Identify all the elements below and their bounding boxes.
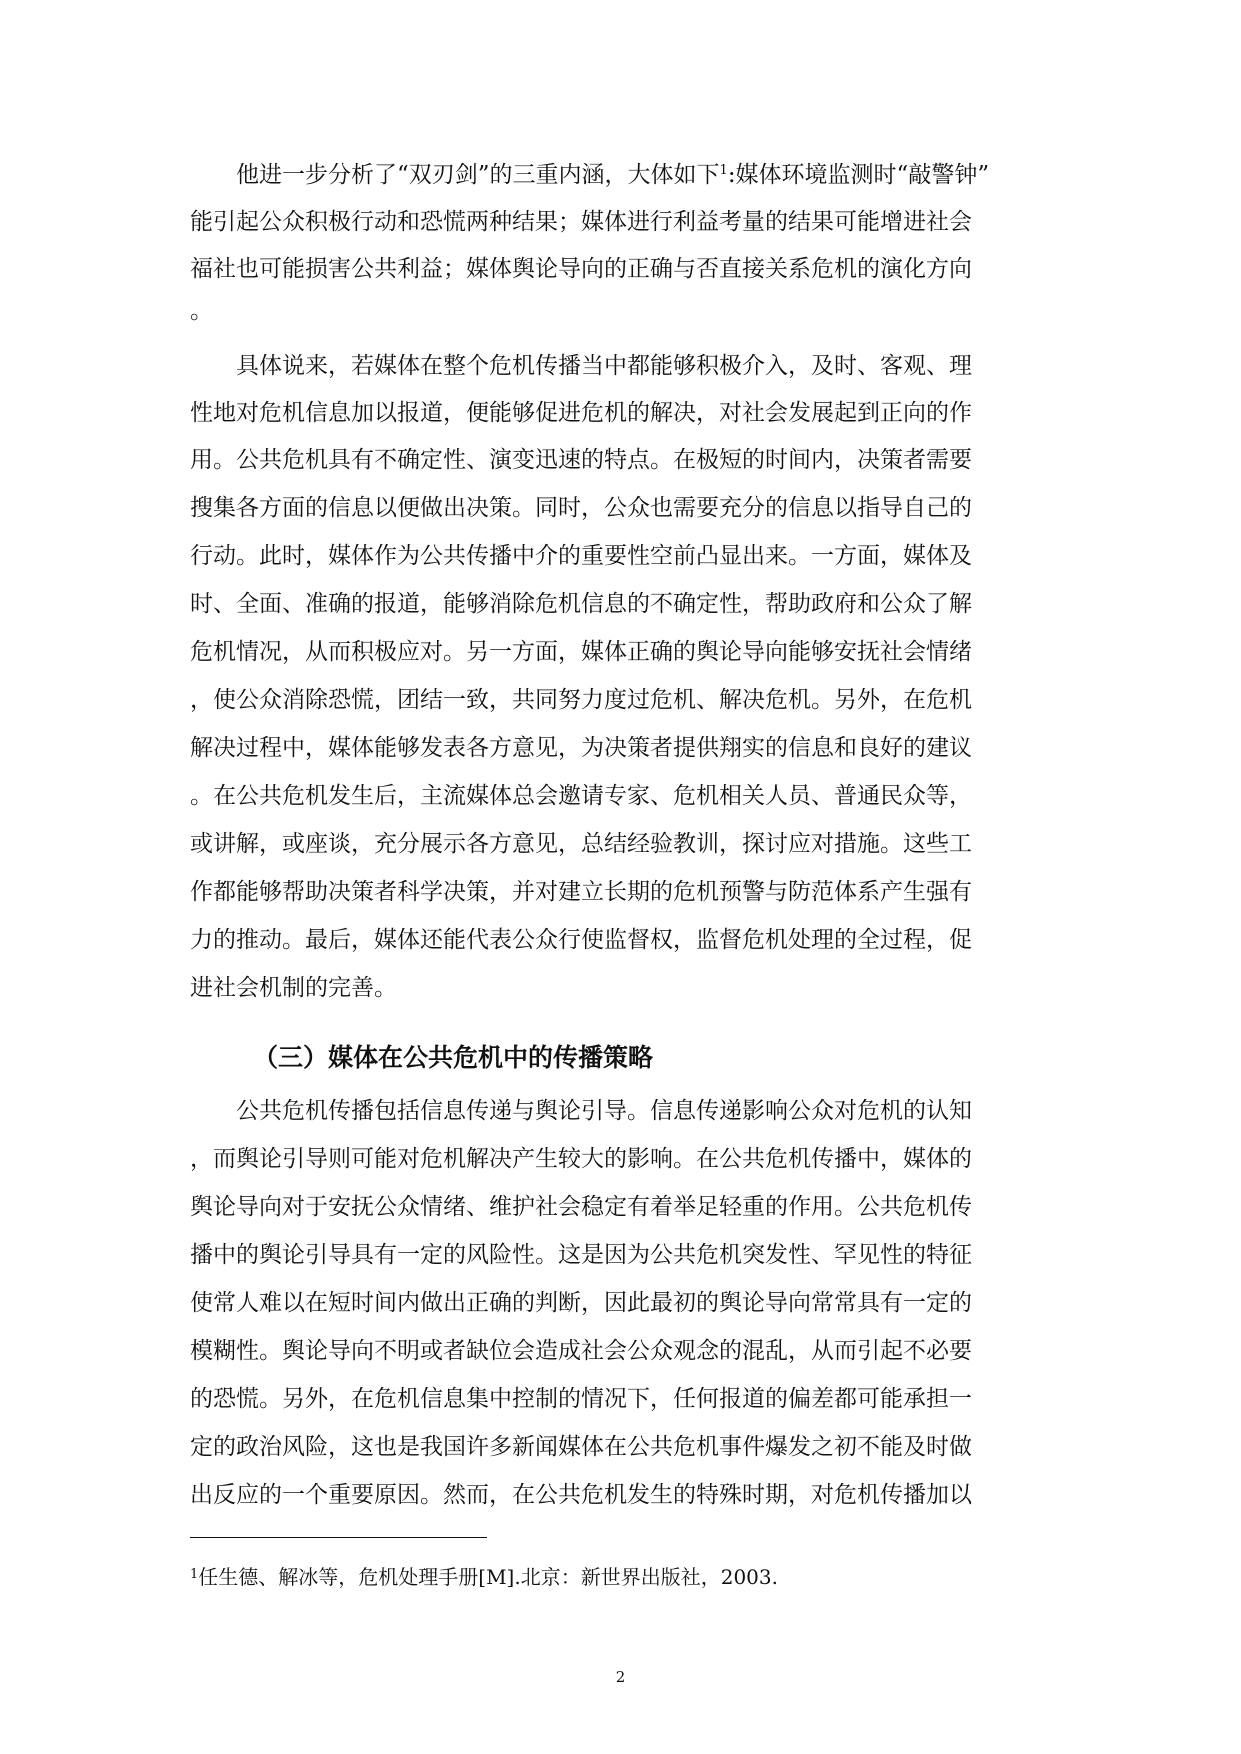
page-number: 2 (615, 1668, 626, 1686)
paragraph-2-line-14: 进社会机制的完善。 (190, 975, 397, 1001)
paragraph-3-line-9: 出反应的一个重要原因。然而，在公共危机发生的特殊时期，对危机传播加以 (190, 1482, 972, 1508)
paragraph-2-line-4: 搜集各方面的信息以便做出决策。同时，公众也需要充分的信息以指导自己的 (190, 495, 972, 521)
paragraph-3-line-4: 播中的舆论引导具有一定的风险性。这是因为公共危机突发性、罕见性的特征 (190, 1242, 972, 1268)
footnote (190, 1567, 778, 1587)
paragraph-2-line-12: 作都能够帮助决策者科学决策，并对建立长期的危机预警与防范体系产生强有 (190, 879, 972, 905)
section-heading: （三）媒体在公共危机中的传播策略 (253, 1043, 654, 1072)
paragraph-2-line-8: ，使公众消除恐慌，团结一致，共同努力度过危机、解决危机。另外，在危机 (190, 687, 972, 713)
paragraph-3-line-7: 的恐慌。另外，在危机信息集中控制的情况下，任何报道的偏差都可能承担一 (190, 1386, 972, 1412)
paragraph-3-line-6: 模糊性。舆论导向不明或者缺位会造成社会公众观念的混乱，从而引起不必要 (190, 1338, 972, 1364)
paragraph-2-line-6: 时、全面、准确的报道，能够消除危机信息的不确定性，帮助政府和公众了解 (190, 591, 972, 617)
paragraph-2-line-3: 用。公共危机具有不确定性、演变迅速的特点。在极短的时间内，决策者需要 (190, 447, 972, 473)
paragraph-3-line-1: 公共危机传播包括信息传递与舆论引导。信息传递影响公众对危机的认知 (236, 1098, 972, 1124)
paragraph-2-line-9: 解决过程中，媒体能够发表各方意见，为决策者提供翔实的信息和良好的建议 (190, 735, 972, 761)
paragraph-1-line-3: 福社也可能损害公共利益；媒体舆论导向的正确与否直接关系危机的演化方向 (190, 256, 972, 282)
paragraph-2-line-1: 具体说来，若媒体在整个危机传播当中都能够积极介入，及时、客观、理 (236, 353, 972, 379)
paragraph-3-line-2: ，而舆论引导则可能对危机解决产生较大的影响。在公共危机传播中，媒体的 (190, 1146, 972, 1172)
paragraph-1-line-4: 。 (190, 298, 213, 324)
paragraph-2-line-10: 。在公共危机发生后，主流媒体总会邀请专家、危机相关人员、普通民众等， (190, 783, 972, 809)
paragraph-2-line-11: 或讲解，或座谈，充分展示各方意见，总结经验教训，探讨应对措施。这些工 (190, 831, 972, 857)
footnote-mark: 1 (190, 1567, 199, 1582)
paragraph-1-line-2: 能引起公众积极行动和恐慌两种结果；媒体进行利益考量的结果可能增进社会 (190, 209, 972, 235)
paragraph-2-line-5: 行动。此时，媒体作为公共传播中介的重要性空前凸显出来。一方面，媒体及 (190, 543, 972, 569)
paragraph-3-line-5: 使常人难以在短时间内做出正确的判断，因此最初的舆论导向常常具有一定的 (190, 1290, 972, 1316)
paragraph-1-line-1 (236, 164, 989, 187)
paragraph-2-line-2: 性地对危机信息加以报道，便能够促进危机的解决，对社会发展起到正向的作 (190, 400, 972, 426)
paragraph-2-line-13: 力的推动。最后，媒体还能代表公众行使监督权，监督危机处理的全过程，促 (190, 927, 972, 953)
paragraph-1-text-before-ref: 他进一步分析了“双刃剑”的三重内涵，大体如下 (236, 162, 720, 188)
footnote-reference-mark[interactable]: 1 (719, 163, 728, 178)
footnote-text: 任生德、解冰等，危机处理手册[M].北京：新世界出版社，2003. (198, 1565, 778, 1589)
paragraph-2-line-7: 危机情况，从而积极应对。另一方面，媒体正确的舆论导向能够安抚社会情绪 (190, 639, 972, 665)
footnote-separator (190, 1537, 487, 1538)
paragraph-3-line-3: 舆论导向对于安抚公众情绪、维护社会稳定有着举足轻重的作用。公共危机传 (190, 1194, 972, 1220)
paragraph-3-line-8: 定的政治风险，这也是我国许多新闻媒体在公共危机事件爆发之初不能及时做 (190, 1434, 972, 1460)
paragraph-1-text-after-ref: :媒体环境监测时“敲警钟” (727, 162, 990, 188)
